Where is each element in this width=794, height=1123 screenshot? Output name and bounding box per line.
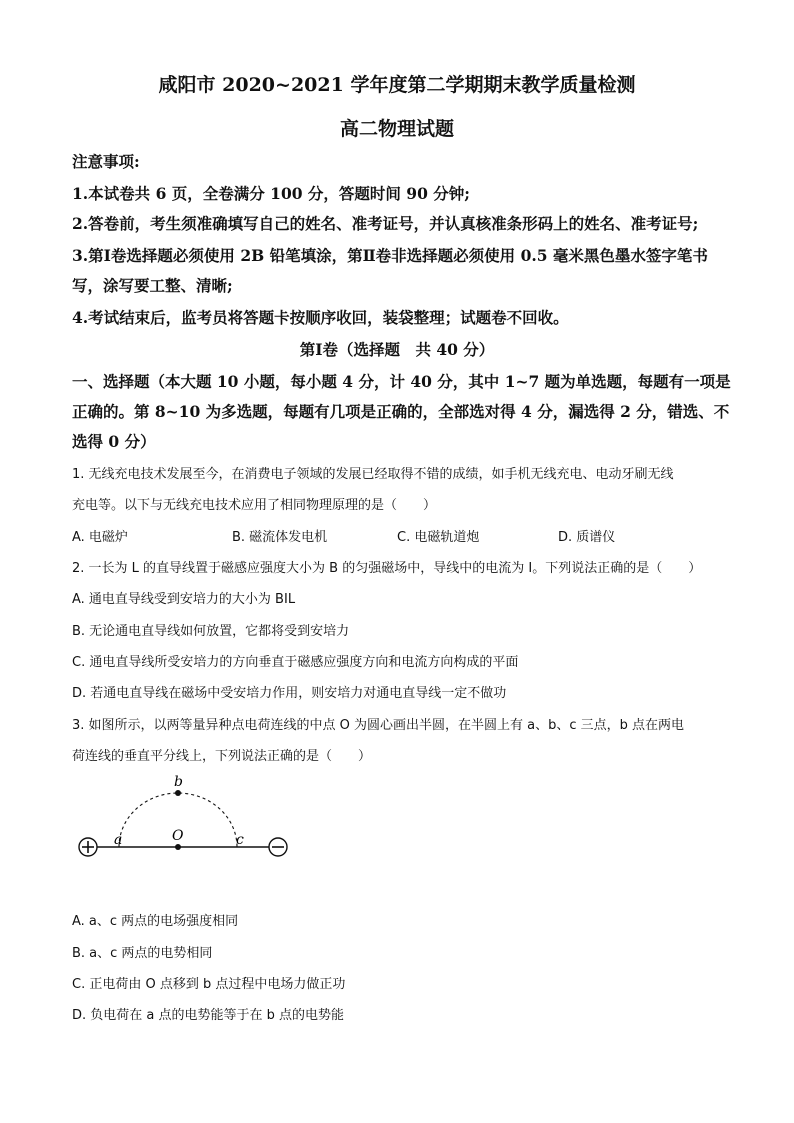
question-3-stem: 荷连线的垂直平分线上，下列说法正确的是（ ）: [72, 749, 372, 764]
section-title: 第Ⅰ卷（选择题 共 40 分）: [299, 340, 495, 359]
question-1-option-d: D. 质谱仪: [558, 530, 616, 545]
notice-item: 写，涂写要工整、清晰;: [72, 276, 233, 295]
point-o: [175, 844, 181, 850]
notice-item: 3.第Ⅰ卷选择题必须使用 2B 铅笔填涂，第Ⅱ卷非选择题必须使用 0.5 毫米黑色墨水签字笔书: [72, 246, 708, 265]
question-2-option-a: A. 通电直导线受到安培力的大小为 BIL: [72, 592, 296, 607]
question-1-option-a: A. 电磁炉: [72, 530, 128, 545]
question-3-option-d: D. 负电荷在 a 点的电势能等于在 b 点的电势能: [72, 1008, 345, 1023]
section-instructions: 正确的。第 8~10 为多选题，每题有几项是正确的，全部选对得 4 分，漏选得 2 分，错选、不: [72, 402, 730, 421]
notice-heading: 注意事项:: [72, 152, 140, 171]
question-1-stem: 充电等。以下与无线充电技术应用了相同物理原理的是（ ）: [72, 498, 437, 513]
label-a: a: [114, 832, 123, 848]
exam-title: 咸阳市 2020~2021 学年度第二学期期末教学质量检测: [158, 74, 636, 96]
label-o: O: [172, 828, 184, 844]
label-b: b: [174, 774, 183, 790]
question-2-option-b: B. 无论通电直导线如何放置，它都将受到安培力: [72, 624, 350, 639]
question-2-stem: 2. 一长为 L 的直导线置于磁感应强度大小为 B 的匀强磁场中，导线中的电流为 I。下列说法正确的是（ ）: [72, 561, 702, 576]
notice-item: 4.考试结束后，监考员将答题卡按顺序收回，装袋整理；试题卷不回收。: [72, 308, 569, 327]
question-1-option-b: B. 磁流体发电机: [232, 530, 328, 545]
notice-item: 1.本试卷共 6 页，全卷满分 100 分，答题时间 90 分钟;: [72, 184, 470, 203]
question-3-option-b: B. a、c 两点的电势相同: [72, 946, 213, 961]
section-instructions: 选得 0 分）: [72, 432, 156, 451]
question-1-stem: 1. 无线充电技术发展至今，在消费电子领域的发展已经取得不错的成绩，如手机无线充电、电动牙刷无线: [72, 467, 674, 482]
charge-semicircle-figure: [70, 770, 300, 865]
exam-subtitle: 高二物理试题: [339, 118, 454, 140]
point-b: [175, 790, 181, 796]
question-2-option-c: C. 通电直导线所受安培力的方向垂直于磁感应强度方向和电流方向构成的平面: [72, 655, 519, 670]
question-3-stem: 3. 如图所示，以两等量异种点电荷连线的中点 O 为圆心画出半圆，在半圆上有 a、b、c 三点，b 点在两电: [72, 718, 685, 733]
question-3-option-a: A. a、c 两点的电场强度相同: [72, 914, 239, 929]
section-instructions: 一、选择题（本大题 10 小题，每小题 4 分，计 40 分，其中 1~7 题为单选题，每题有一项是: [72, 372, 731, 391]
label-c: c: [236, 832, 244, 848]
question-1-option-c: C. 电磁轨道炮: [397, 530, 480, 545]
question-2-option-d: D. 若通电直导线在磁场中受安培力作用，则安培力对通电直导线一定不做功: [72, 686, 507, 701]
question-3-option-c: C. 正电荷由 O 点移到 b 点过程中电场力做正功: [72, 977, 346, 992]
notice-item: 2.答卷前，考生须准确填写自己的姓名、准考证号，并认真核准条形码上的姓名、准考证号;: [72, 214, 699, 233]
